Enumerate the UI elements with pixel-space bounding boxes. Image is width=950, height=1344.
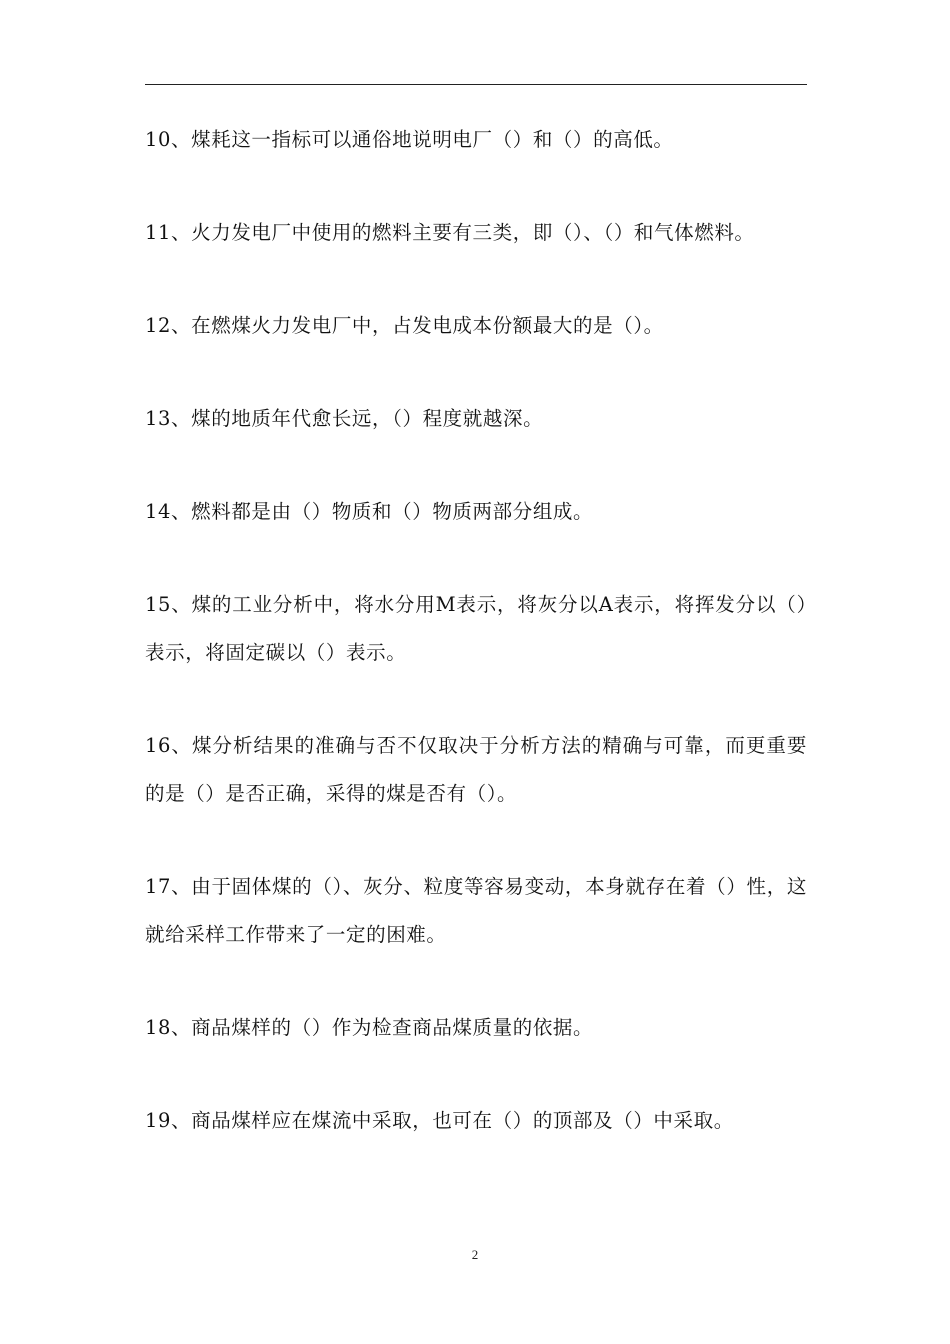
question-11: 11、火力发电厂中使用的燃料主要有三类，即（）、（）和气体燃料。 bbox=[145, 221, 755, 244]
header-rule bbox=[145, 84, 807, 85]
page-number: 2 bbox=[471, 1247, 479, 1262]
question-19: 19、商品煤样应在煤流中采取，也可在（）的顶部及（）中采取。 bbox=[145, 1109, 734, 1132]
question-15: 15、煤的工业分析中，将水分用M表示，将灰分以A表示，将挥发分以（）表示，将固定碳以（）表示。 bbox=[145, 593, 807, 664]
question-12: 12、在燃煤火力发电厂中，占发电成本份额最大的是（）。 bbox=[145, 314, 664, 337]
question-list bbox=[145, 116, 807, 1145]
question-10: 10、煤耗这一指标可以通俗地说明电厂（）和（）的高低。 bbox=[145, 128, 674, 151]
question-13: 13、煤的地质年代愈长远，（）程度就越深。 bbox=[145, 407, 544, 430]
question-16: 16、煤分析结果的准确与否不仅取决于分析方法的精确与可靠，而更重要的是（）是否正确，采得的煤是否有（）。 bbox=[145, 734, 807, 805]
question-18: 18、商品煤样的（）作为检查商品煤质量的依据。 bbox=[145, 1016, 594, 1039]
question-17: 17、由于固体煤的（）、灰分、粒度等容易变动，本身就存在着（）性，这就给采样工作带来了一定的困难。 bbox=[145, 875, 807, 946]
question-14: 14、燃料都是由（）物质和（）物质两部分组成。 bbox=[145, 500, 594, 523]
